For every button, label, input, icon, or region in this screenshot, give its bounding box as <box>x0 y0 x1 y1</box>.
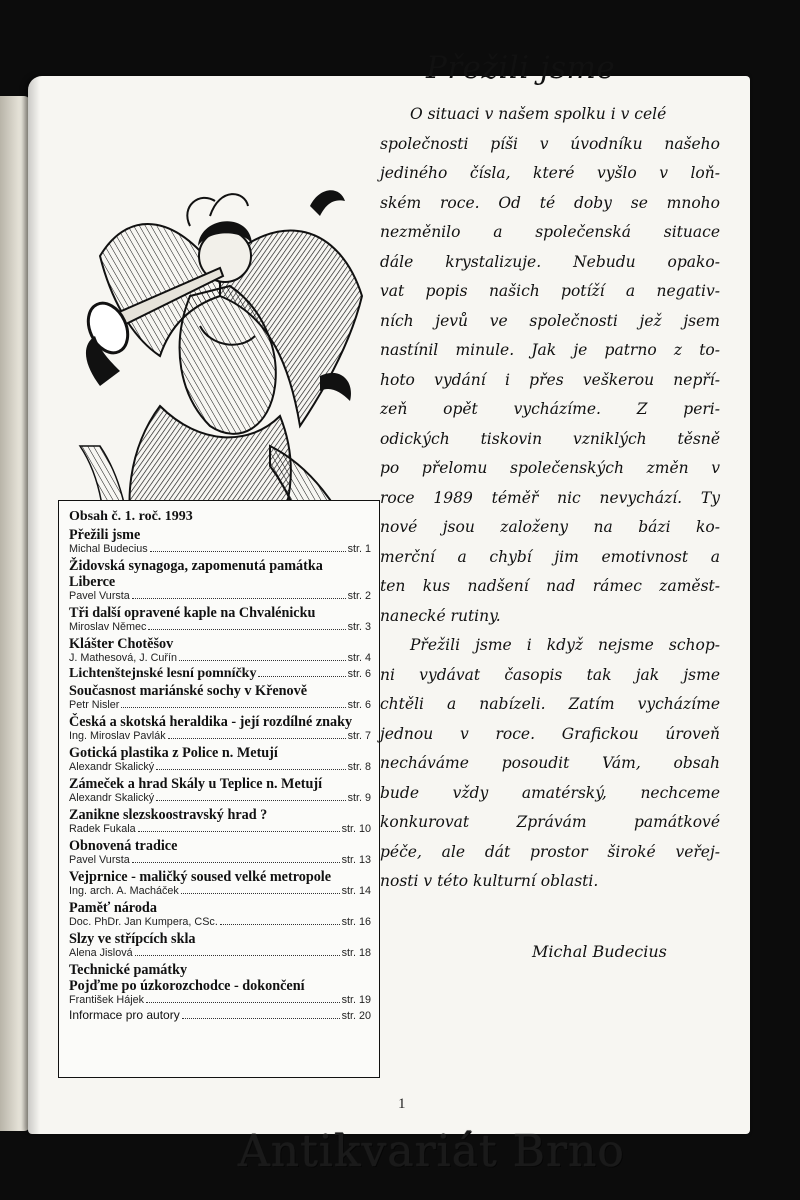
toc-entry-byline <box>69 792 371 805</box>
body-line: hoto vydání i přes veškerou nepří- <box>380 370 720 389</box>
toc-dot-leader <box>148 628 345 630</box>
toc-entry-byline <box>69 667 371 681</box>
toc-entry-page: str. 7 <box>347 730 371 742</box>
toc-entry-author: Ing. arch. A. Macháček <box>69 885 179 897</box>
body-line: ském roce. Od té doby se mnoho <box>380 193 720 212</box>
body-line: ních jevů ve společnosti jež jsem <box>380 311 720 330</box>
toc-entry-page: str. 1 <box>347 543 371 555</box>
toc-entry-page: str. 19 <box>341 994 371 1006</box>
toc-entry <box>69 931 371 960</box>
body-line: nanecké rutiny. <box>380 606 501 625</box>
body-line: odických tiskovin vzniklých těsně <box>380 429 720 448</box>
toc-entry-page: str. 13 <box>341 854 371 866</box>
page-number: 1 <box>398 1096 406 1112</box>
toc-entry <box>69 527 371 556</box>
toc-dot-leader <box>182 1017 340 1019</box>
toc-dot-leader <box>168 737 346 739</box>
watermark: Antikvariát Brno <box>238 1126 625 1177</box>
toc-dot-leader <box>135 954 340 956</box>
toc-entry-title: Obnovená tradice <box>69 838 178 854</box>
toc-entry <box>69 558 371 603</box>
toc-entry-page: str. 4 <box>347 652 371 664</box>
toc-entry-byline <box>69 699 371 712</box>
toc-dot-leader <box>132 597 346 599</box>
body-line: vat popis našich potíží a negativ- <box>380 282 720 300</box>
body-line: nové jsou založeny na bázi ko- <box>380 518 720 536</box>
toc-dot-leader <box>150 550 346 552</box>
toc-entry-author: Pavel Vursta <box>69 854 130 866</box>
body-line: jediného čísla, které vyšlo v loň- <box>380 164 720 182</box>
body-line: nosti v této kulturní oblasti. <box>380 872 599 890</box>
toc-entry-author: Ing. Miroslav Pavlák <box>69 730 166 742</box>
body-line: společnosti píši v úvodníku našeho <box>380 134 720 153</box>
toc-entry-title: Současnost mariánské sochy v Křenově <box>69 683 308 699</box>
toc-entry-title: Česká a skotská heraldika - její rozdílné znaky <box>69 714 353 730</box>
toc-dot-leader <box>138 830 340 832</box>
toc-entry <box>69 1009 371 1023</box>
toc-entry-author: Petr Nisler <box>69 699 120 711</box>
toc-entry-page: str. 16 <box>341 916 371 928</box>
toc-entry-page: str. 10 <box>341 823 371 835</box>
toc-dot-leader <box>146 1001 340 1003</box>
body-line: nastínil minule. Jak je patrno z to- <box>380 341 720 359</box>
body-line: ten kus nadšení nad rámec zaměst- <box>380 577 720 595</box>
toc-entry-byline <box>69 854 371 867</box>
toc-entry-byline <box>69 994 371 1007</box>
toc-entry-title: Zámeček a hrad Skály u Teplice n. Metují <box>69 776 323 792</box>
toc-dot-leader <box>156 799 345 801</box>
toc-entry-page: str. 18 <box>341 947 371 959</box>
author-signature: Michal Budecius <box>532 942 667 961</box>
toc-dot-leader <box>220 923 340 925</box>
toc-entry <box>69 605 371 634</box>
toc-dot-leader <box>258 675 345 677</box>
toc-entry-title: Zanikne slezskoostravský hrad ? <box>69 807 268 823</box>
toc-entry <box>69 683 371 712</box>
toc-entry-byline <box>69 761 371 774</box>
toc-entry-byline <box>69 823 371 836</box>
body-line: roce 1989 téměř nic nevychází. Ty <box>380 488 720 507</box>
toc-entry <box>69 776 371 805</box>
toc-entry-title: Židovská synagoga, zapomenutá památka Liberce <box>69 558 323 590</box>
toc-entry-title: Technické památky <box>69 962 188 978</box>
toc-entry-page: str. 6 <box>347 699 371 711</box>
body-line: jednou v roce. Grafickou úroveň <box>380 724 720 743</box>
toc-entry-page: str. 2 <box>347 590 371 602</box>
toc-entry <box>69 962 371 1007</box>
toc-entry-byline <box>69 590 371 603</box>
toc-entry-author: Michal Budecius <box>69 543 148 555</box>
toc-dot-leader <box>156 768 345 770</box>
toc-entry-title: Informace pro autory <box>69 1008 180 1022</box>
toc-entry-author: Radek Fukala <box>69 823 136 835</box>
toc-entry-page: str. 3 <box>347 621 371 633</box>
toc-dot-leader <box>179 659 346 661</box>
body-line: bude vždy amatérský, nechceme <box>380 783 720 802</box>
toc-entry-author: Alexandr Skalický <box>69 792 155 804</box>
toc-entry <box>69 807 371 836</box>
body-line: zeň opět vycházíme. Z peri- <box>380 400 720 418</box>
body-line: dále krystalizuje. Nebudu opako- <box>380 252 720 271</box>
toc-entry-title: Paměť národa <box>69 900 157 916</box>
toc-entry <box>69 869 371 898</box>
toc-entry <box>69 636 371 665</box>
toc-dot-leader <box>132 861 340 863</box>
toc-entry-byline <box>69 1009 371 1023</box>
toc-entry-page: str. 20 <box>341 1010 371 1022</box>
toc-entry-byline <box>69 621 371 634</box>
article-headline: Přežili jsme <box>426 50 616 86</box>
body-line: nezměnilo a společenská situace <box>380 223 720 241</box>
toc-dot-leader <box>181 892 340 894</box>
body-line: ni vydávat časopis tak jak jsme <box>380 665 720 684</box>
toc-entry <box>69 714 371 743</box>
toc-entry-byline <box>69 543 371 556</box>
toc-entry-author: Pavel Vursta <box>69 590 130 602</box>
toc-entry-author: Alena Jislová <box>69 947 133 959</box>
body-line: konkurovat Zprávám památkové <box>380 813 720 831</box>
toc-entry-title: Lichtenštejnské lesní pomníčky <box>69 666 257 681</box>
body-line: necháváme posoudit Vám, obsah <box>380 754 720 772</box>
toc-entry-title: Slzy ve střípcích skla <box>69 931 196 947</box>
toc-entry-byline <box>69 885 371 898</box>
toc-entry-page: str. 8 <box>347 761 371 773</box>
toc-entry <box>69 745 371 774</box>
toc-entry-title: Gotická plastika z Police n. Metují <box>69 745 278 761</box>
toc-entry-title: Vejprnice - maličký soused velké metropole <box>69 869 332 885</box>
toc-entry-title: Pojďme po úzkorozchodce - dokončení <box>69 978 305 994</box>
toc-entry-byline <box>69 916 371 929</box>
toc-entry-byline <box>69 947 371 960</box>
article-body <box>380 100 720 897</box>
body-line: chtěli a nabízeli. Zatím vycházíme <box>380 695 720 713</box>
toc-entry-title: Tři další opravené kaple na Chvalénicku <box>69 605 316 621</box>
toc-entry-page: str. 14 <box>341 885 371 897</box>
body-line: po přelomu společenských změn v <box>380 459 720 477</box>
toc-entry <box>69 667 371 681</box>
toc-entry-author: Alexandr Skalický <box>69 761 155 773</box>
table-of-contents <box>58 500 380 1078</box>
toc-entry-author: Miroslav Němec <box>69 621 147 633</box>
body-line: péče, ale dát prostor široké veřej- <box>380 842 720 861</box>
toc-entry-page: str. 6 <box>347 668 371 680</box>
toc-entry-author: František Hájek <box>69 994 145 1006</box>
toc-entry <box>69 900 371 929</box>
toc-entry-title: Přežili jsme <box>69 527 141 543</box>
toc-entry-author: Doc. PhDr. Jan Kumpera, CSc. <box>69 916 218 928</box>
previous-page-edge <box>0 96 30 1131</box>
body-line: Přežili jsme i když nejsme schop- <box>410 636 720 654</box>
toc-entry-author: J. Mathesová, J. Cuřín <box>69 652 178 664</box>
toc-entry-page: str. 9 <box>347 792 371 804</box>
toc-entry-title: Klášter Chotěšov <box>69 636 174 652</box>
body-line: merční a chybí jim emotivnost a <box>380 547 720 566</box>
toc-entry-byline <box>69 730 371 743</box>
toc-entry-byline <box>69 652 371 665</box>
toc-entry <box>69 838 371 867</box>
page-crease-shadow <box>28 76 40 1134</box>
body-line: O situaci v našem spolku i v celé <box>410 105 667 123</box>
toc-dot-leader <box>121 706 345 708</box>
toc-heading: Obsah č. 1. roč. 1993 <box>69 509 193 524</box>
